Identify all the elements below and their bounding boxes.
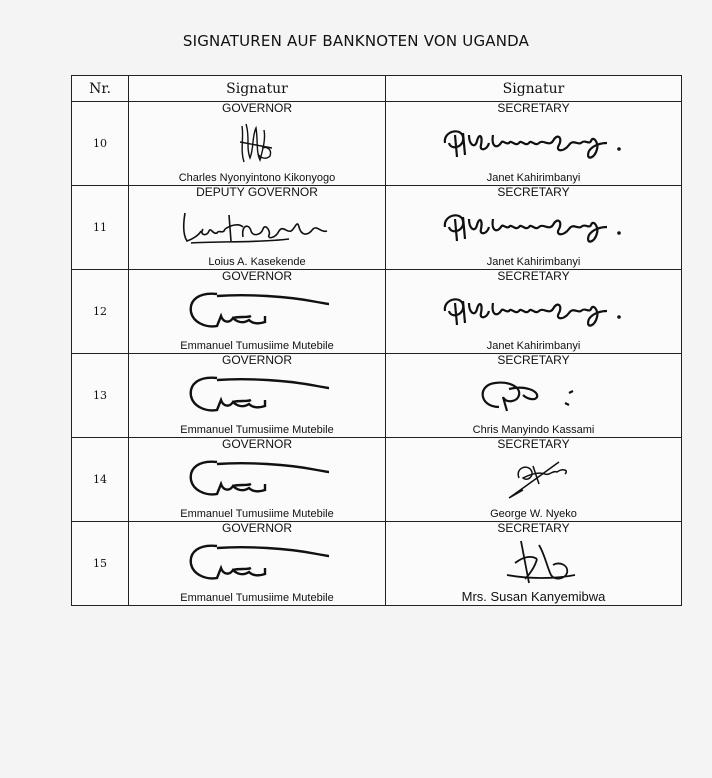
signature-cell-left xyxy=(129,522,386,606)
signature-cell-right xyxy=(386,186,682,270)
signatory-name: Janet Kahirimbanyi xyxy=(486,340,581,352)
kahirimbanyi-signature xyxy=(386,283,681,338)
table-row xyxy=(72,270,682,354)
table-row xyxy=(72,354,682,438)
office-title: GOVERNOR xyxy=(221,101,292,115)
signature-cell-left xyxy=(129,186,386,270)
signature-cell-right xyxy=(386,102,682,186)
office-title: GOVERNOR xyxy=(221,521,292,535)
header-row xyxy=(72,76,682,102)
office-title: GOVERNOR xyxy=(221,269,292,283)
signatory-name: Emmanuel Tumusiime Mutebile xyxy=(180,508,334,520)
nyeko-signature xyxy=(386,451,681,506)
header-signature-left: Signatur xyxy=(129,76,386,102)
signatory-name: Emmanuel Tumusiime Mutebile xyxy=(180,340,334,352)
signature-cell-right xyxy=(386,522,682,606)
office-title: SECRETARY xyxy=(497,185,570,199)
kahirimbanyi-signature xyxy=(386,115,681,170)
header-nr: Nr. xyxy=(72,76,129,102)
signature-cell-right xyxy=(386,270,682,354)
row-number: 14 xyxy=(72,438,129,522)
signatory-name: Janet Kahirimbanyi xyxy=(486,256,581,268)
row-number: 10 xyxy=(72,102,129,186)
row-number: 13 xyxy=(72,354,129,438)
row-number: 11 xyxy=(72,186,129,270)
signatory-name: George W. Nyeko xyxy=(490,508,577,520)
office-title: GOVERNOR xyxy=(221,437,292,451)
signature-cell-right xyxy=(386,354,682,438)
row-number: 12 xyxy=(72,270,129,354)
office-title: SECRETARY xyxy=(497,521,570,535)
kassami-signature xyxy=(386,367,681,422)
table-row xyxy=(72,438,682,522)
table-row xyxy=(72,102,682,186)
signature-cell-right xyxy=(386,438,682,522)
table-row xyxy=(72,186,682,270)
mutebile-signature xyxy=(129,283,385,338)
signatory-name: Mrs. Susan Kanyemibwa xyxy=(461,589,606,604)
mutebile-signature xyxy=(129,367,385,422)
mutebile-signature xyxy=(129,535,385,590)
signatory-name: Emmanuel Tumusiime Mutebile xyxy=(180,424,334,436)
signature-cell-left xyxy=(129,354,386,438)
page-title: SIGNATUREN AUF BANKNOTEN VON UGANDA xyxy=(182,32,530,50)
header-signature-right: Signatur xyxy=(386,76,682,102)
signature-cell-left xyxy=(129,438,386,522)
office-title: SECRETARY xyxy=(497,269,570,283)
kasekende-signature xyxy=(129,199,385,254)
kahirimbanyi-signature xyxy=(386,199,681,254)
signatory-name: Charles Nyonyintono Kikonyogo xyxy=(178,172,336,184)
row-number: 15 xyxy=(72,522,129,606)
office-title: SECRETARY xyxy=(497,437,570,451)
mutebile-signature xyxy=(129,451,385,506)
signature-cell-left xyxy=(129,102,386,186)
office-title: DEPUTY GOVERNOR xyxy=(196,185,318,199)
kikonyogo-signature xyxy=(129,115,385,170)
signatory-name: Chris Manyindo Kassami xyxy=(472,424,595,436)
signature-cell-left xyxy=(129,270,386,354)
signature-table xyxy=(71,75,682,606)
signatory-name: Loius A. Kasekende xyxy=(208,256,306,268)
kanyemibwa-signature xyxy=(386,535,681,590)
signatory-name: Janet Kahirimbanyi xyxy=(486,172,581,184)
office-title: SECRETARY xyxy=(497,101,570,115)
office-title: GOVERNOR xyxy=(221,353,292,367)
table-row xyxy=(72,522,682,606)
office-title: SECRETARY xyxy=(497,353,570,367)
signatory-name: Emmanuel Tumusiime Mutebile xyxy=(180,592,334,604)
